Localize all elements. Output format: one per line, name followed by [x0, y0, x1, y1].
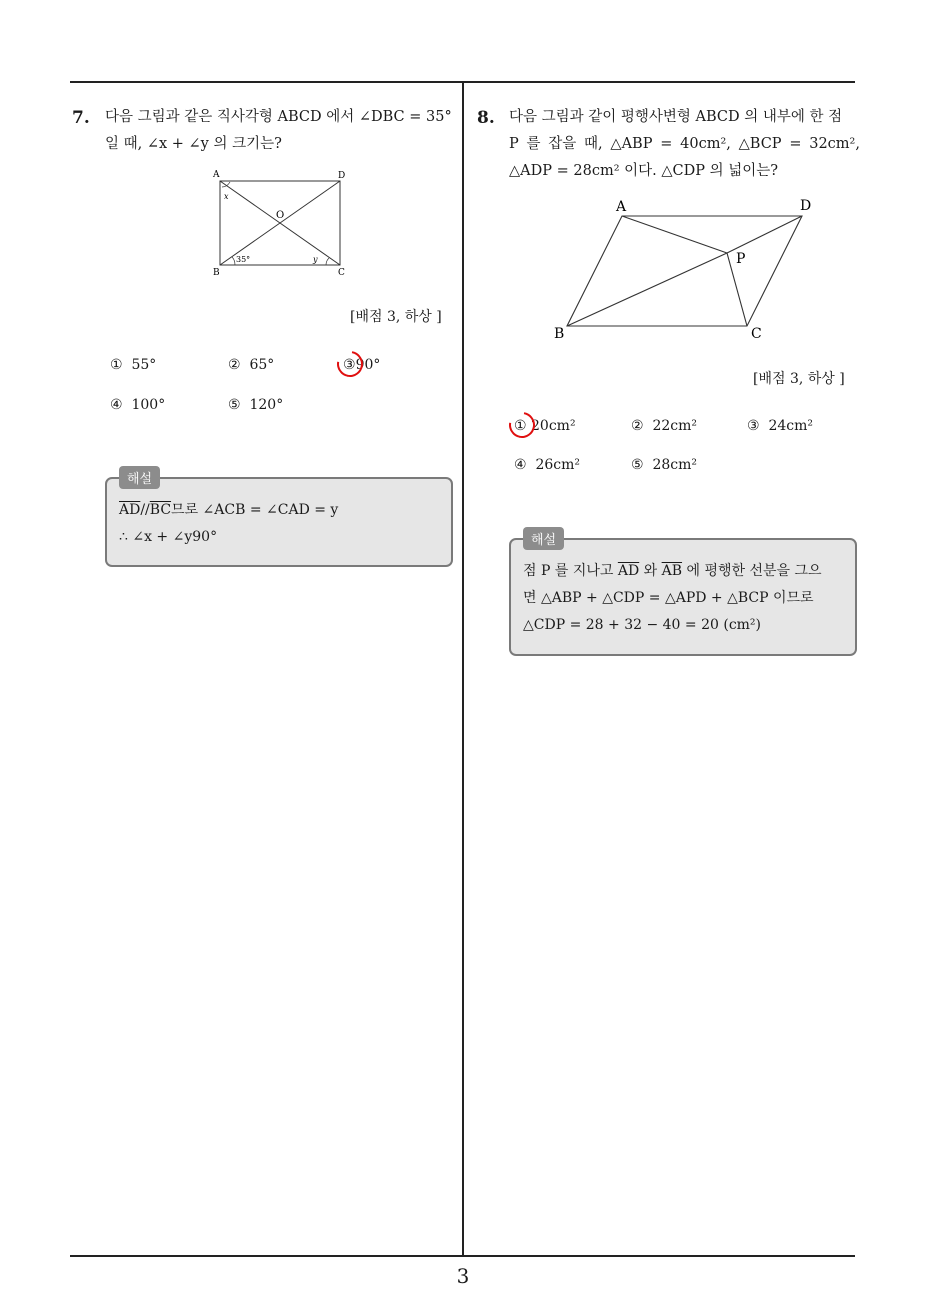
q8-question-line1: 다음 그림과 같이 평행사변형 ABCD 의 내부에 한 점: [509, 109, 843, 125]
column-divider: [462, 82, 464, 1256]
q8-word: P: [509, 136, 519, 152]
q7-label-a: A: [213, 170, 220, 180]
q7-choice-1-text: 55°: [131, 357, 157, 373]
q8-label-p: P: [736, 251, 746, 267]
q7-parallel-sign: //: [140, 502, 150, 518]
q7-solution-line1-rest: 므로 ∠ACB = ∠CAD = y: [171, 502, 339, 518]
q7-choice-4-text: 100°: [131, 397, 166, 413]
q7-solution-tab: 해설: [119, 466, 160, 489]
q7-choice-1-num: ①: [110, 357, 123, 373]
q7-label-o: O: [276, 210, 285, 221]
q8-choice-2[interactable]: [631, 418, 697, 434]
q8-label-d: D: [800, 198, 812, 214]
q7-label-angle-x: x: [224, 192, 229, 201]
q8-choice-3-text: 24cm²: [768, 418, 814, 434]
q7-choice-2-num: ②: [228, 357, 241, 373]
q8-solution-line2: 면 △ABP + △CDP = △APD + △BCP 이므로: [523, 590, 814, 606]
q8-score: [배점 3, 하상 ]: [753, 371, 845, 387]
q8-segment-ad: $\overline{AD}$: [617, 563, 640, 579]
q7-question-line2: 일 때, ∠x + ∠y 의 크기는?: [105, 136, 282, 152]
q7-solution-body: [119, 497, 338, 551]
q8-question-text: [509, 104, 860, 185]
q8-label-c: C: [751, 326, 762, 342]
q8-number: 8.: [477, 108, 495, 128]
q7-choice-4[interactable]: [110, 397, 165, 413]
q8-segment-ap: [622, 216, 727, 253]
q8-question-line2: [509, 131, 860, 158]
q8-choice-1-text: 20cm²: [531, 418, 576, 434]
q8-parallelogram-figure: [545, 190, 825, 350]
q7-solution-box: [105, 472, 453, 567]
q7-score: [배점 3, 하상 ]: [350, 309, 442, 325]
q8-choice-1-num: ①: [514, 418, 527, 434]
q8-choice-2-num: ②: [631, 418, 644, 434]
q7-label-d: D: [338, 171, 346, 181]
q7-label-angle-y: y: [313, 255, 318, 264]
q7-number: 7.: [72, 108, 90, 128]
q7-choice-3-num: ③: [343, 357, 356, 373]
q8-word: 32cm²,: [809, 136, 860, 152]
q8-choice-5-text: 28cm²: [652, 457, 698, 473]
bottom-rule: [70, 1255, 855, 1257]
q8-word: =: [660, 136, 673, 152]
q8-choice-4-text: 26cm²: [535, 457, 581, 473]
q8-word: △ABP: [610, 136, 653, 152]
q8-choice-4[interactable]: [514, 457, 580, 473]
q7-choice-1[interactable]: [110, 357, 156, 373]
q8-word: △BCP: [738, 136, 782, 152]
q7-rectangle-figure: [205, 165, 365, 280]
q7-label-c: C: [338, 268, 345, 278]
q7-segment-bc: $\overline{BC}$: [149, 502, 172, 518]
q8-solution-line1-b: 와: [643, 563, 658, 579]
q8-label-a: A: [616, 199, 627, 215]
q8-question-line3: △ADP = 28cm² 이다. △CDP 의 넓이는?: [509, 163, 778, 179]
q8-solution-body: [523, 558, 822, 639]
q8-choice-5-num: ⑤: [631, 457, 644, 473]
q8-choice-3[interactable]: [747, 418, 813, 434]
q7-choice-5-num: ⑤: [228, 397, 241, 413]
q8-word: 40cm²,: [680, 136, 731, 152]
q7-choice-2[interactable]: [228, 357, 274, 373]
q7-choice-2-text: 65°: [249, 357, 275, 373]
q8-choice-2-text: 22cm²: [652, 418, 698, 434]
q8-solution-tab: 해설: [523, 527, 564, 550]
q8-solution-line1-c: 에 평행한 선분을 그으: [686, 563, 822, 579]
q7-choice-4-num: ④: [110, 397, 123, 413]
q7-angle-35-arc: [232, 257, 235, 265]
q8-answer-circle-mark: [504, 407, 540, 443]
q7-label-b: B: [213, 268, 220, 278]
q8-segment-dp: [727, 216, 802, 253]
q8-label-b: B: [554, 326, 565, 342]
q8-segment-bp: [567, 253, 727, 326]
page-number: 3: [456, 1264, 470, 1288]
q8-word: 를: [526, 136, 541, 152]
q8-choice-3-num: ③: [747, 418, 760, 434]
q7-choice-5-text: 120°: [249, 397, 284, 413]
q8-segment-ab: $\overline{AB}$: [661, 563, 683, 579]
q8-word: 잡을: [548, 136, 577, 152]
q7-label-angle-35: 35°: [236, 255, 251, 264]
q8-word: =: [789, 136, 802, 152]
q7-answer-circle-mark: [332, 346, 368, 382]
q7-segment-ad: $\overline{AD}$: [119, 502, 141, 518]
q8-solution-line1-a: 점 P 를 지나고: [523, 563, 614, 579]
q7-solution-line1: [119, 497, 338, 524]
q7-question-text: [105, 104, 452, 158]
q8-choice-5[interactable]: [631, 457, 697, 473]
q7-choice-3-text: 90°: [355, 357, 381, 373]
q7-choice-5[interactable]: [228, 397, 283, 413]
q7-solution-line2: ∴ ∠x + ∠y90°: [119, 529, 218, 545]
q8-word: 때,: [584, 136, 603, 152]
q7-angle-y-arc: [326, 258, 329, 265]
q7-question-line1: 다음 그림과 같은 직사각형 ABCD 에서 ∠DBC = 35°: [105, 109, 452, 125]
q8-solution-box: [509, 533, 857, 656]
q8-solution-line1: [523, 558, 822, 585]
q8-solution-line3: △CDP = 28 + 32 − 40 = 20 (cm²): [523, 617, 762, 633]
q8-choice-4-num: ④: [514, 457, 527, 473]
